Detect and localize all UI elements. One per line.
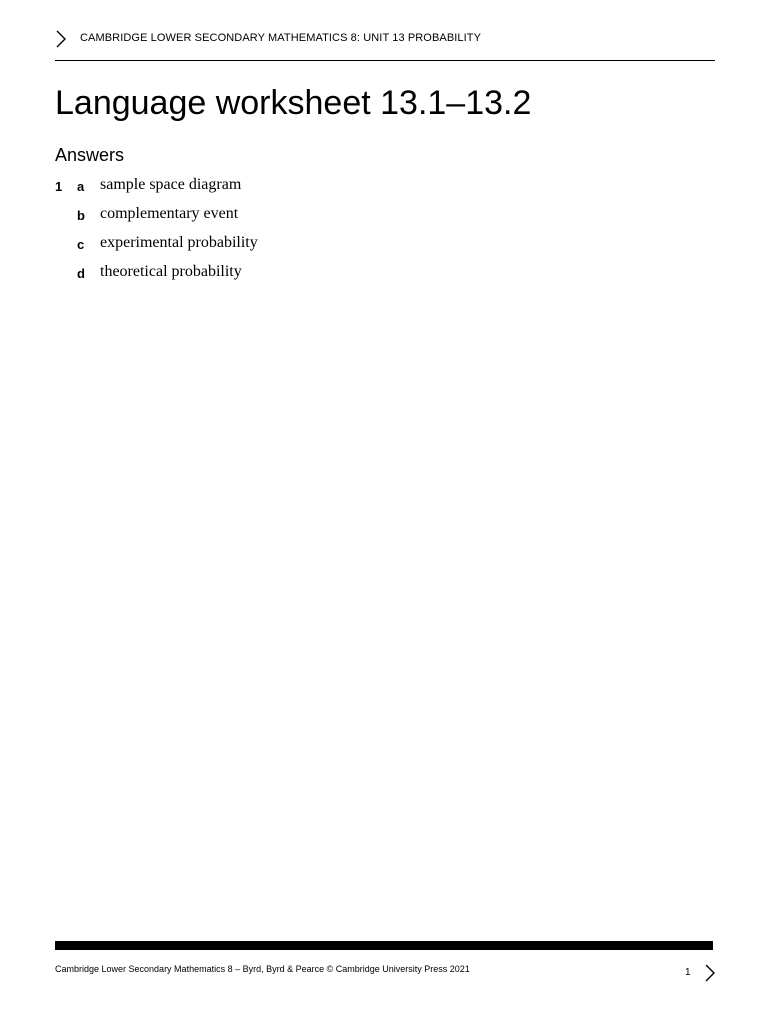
item-text: sample space diagram (100, 176, 242, 193)
list-item (55, 176, 695, 205)
page-number: 1 (685, 967, 691, 978)
chevron-right-icon[interactable] (55, 30, 67, 48)
question-number: 1 (55, 179, 63, 194)
item-letter: b (77, 208, 85, 223)
page-title: Language worksheet 13.1–13.2 (55, 84, 532, 122)
item-text: theoretical probability (100, 263, 242, 280)
list-item (55, 234, 695, 263)
item-letter: a (77, 179, 85, 194)
list-item (55, 263, 695, 292)
footer-divider (55, 941, 713, 950)
page-header (55, 28, 715, 61)
item-letter: c (77, 237, 85, 252)
answers-list (55, 176, 695, 292)
item-letter: d (77, 266, 85, 281)
chevron-right-icon[interactable] (704, 964, 716, 982)
item-text: experimental probability (100, 234, 258, 251)
footer-copyright: Cambridge Lower Secondary Mathematics 8 – Byrd, Byrd & Pearce © Cambridge University Press 2021 (55, 964, 470, 974)
header-title: CAMBRIDGE LOWER SECONDARY MATHEMATICS 8: UNIT 13 PROBABILITY (80, 32, 482, 44)
list-item (55, 205, 695, 234)
section-subtitle: Answers (55, 145, 125, 165)
item-text: complementary event (100, 205, 239, 222)
